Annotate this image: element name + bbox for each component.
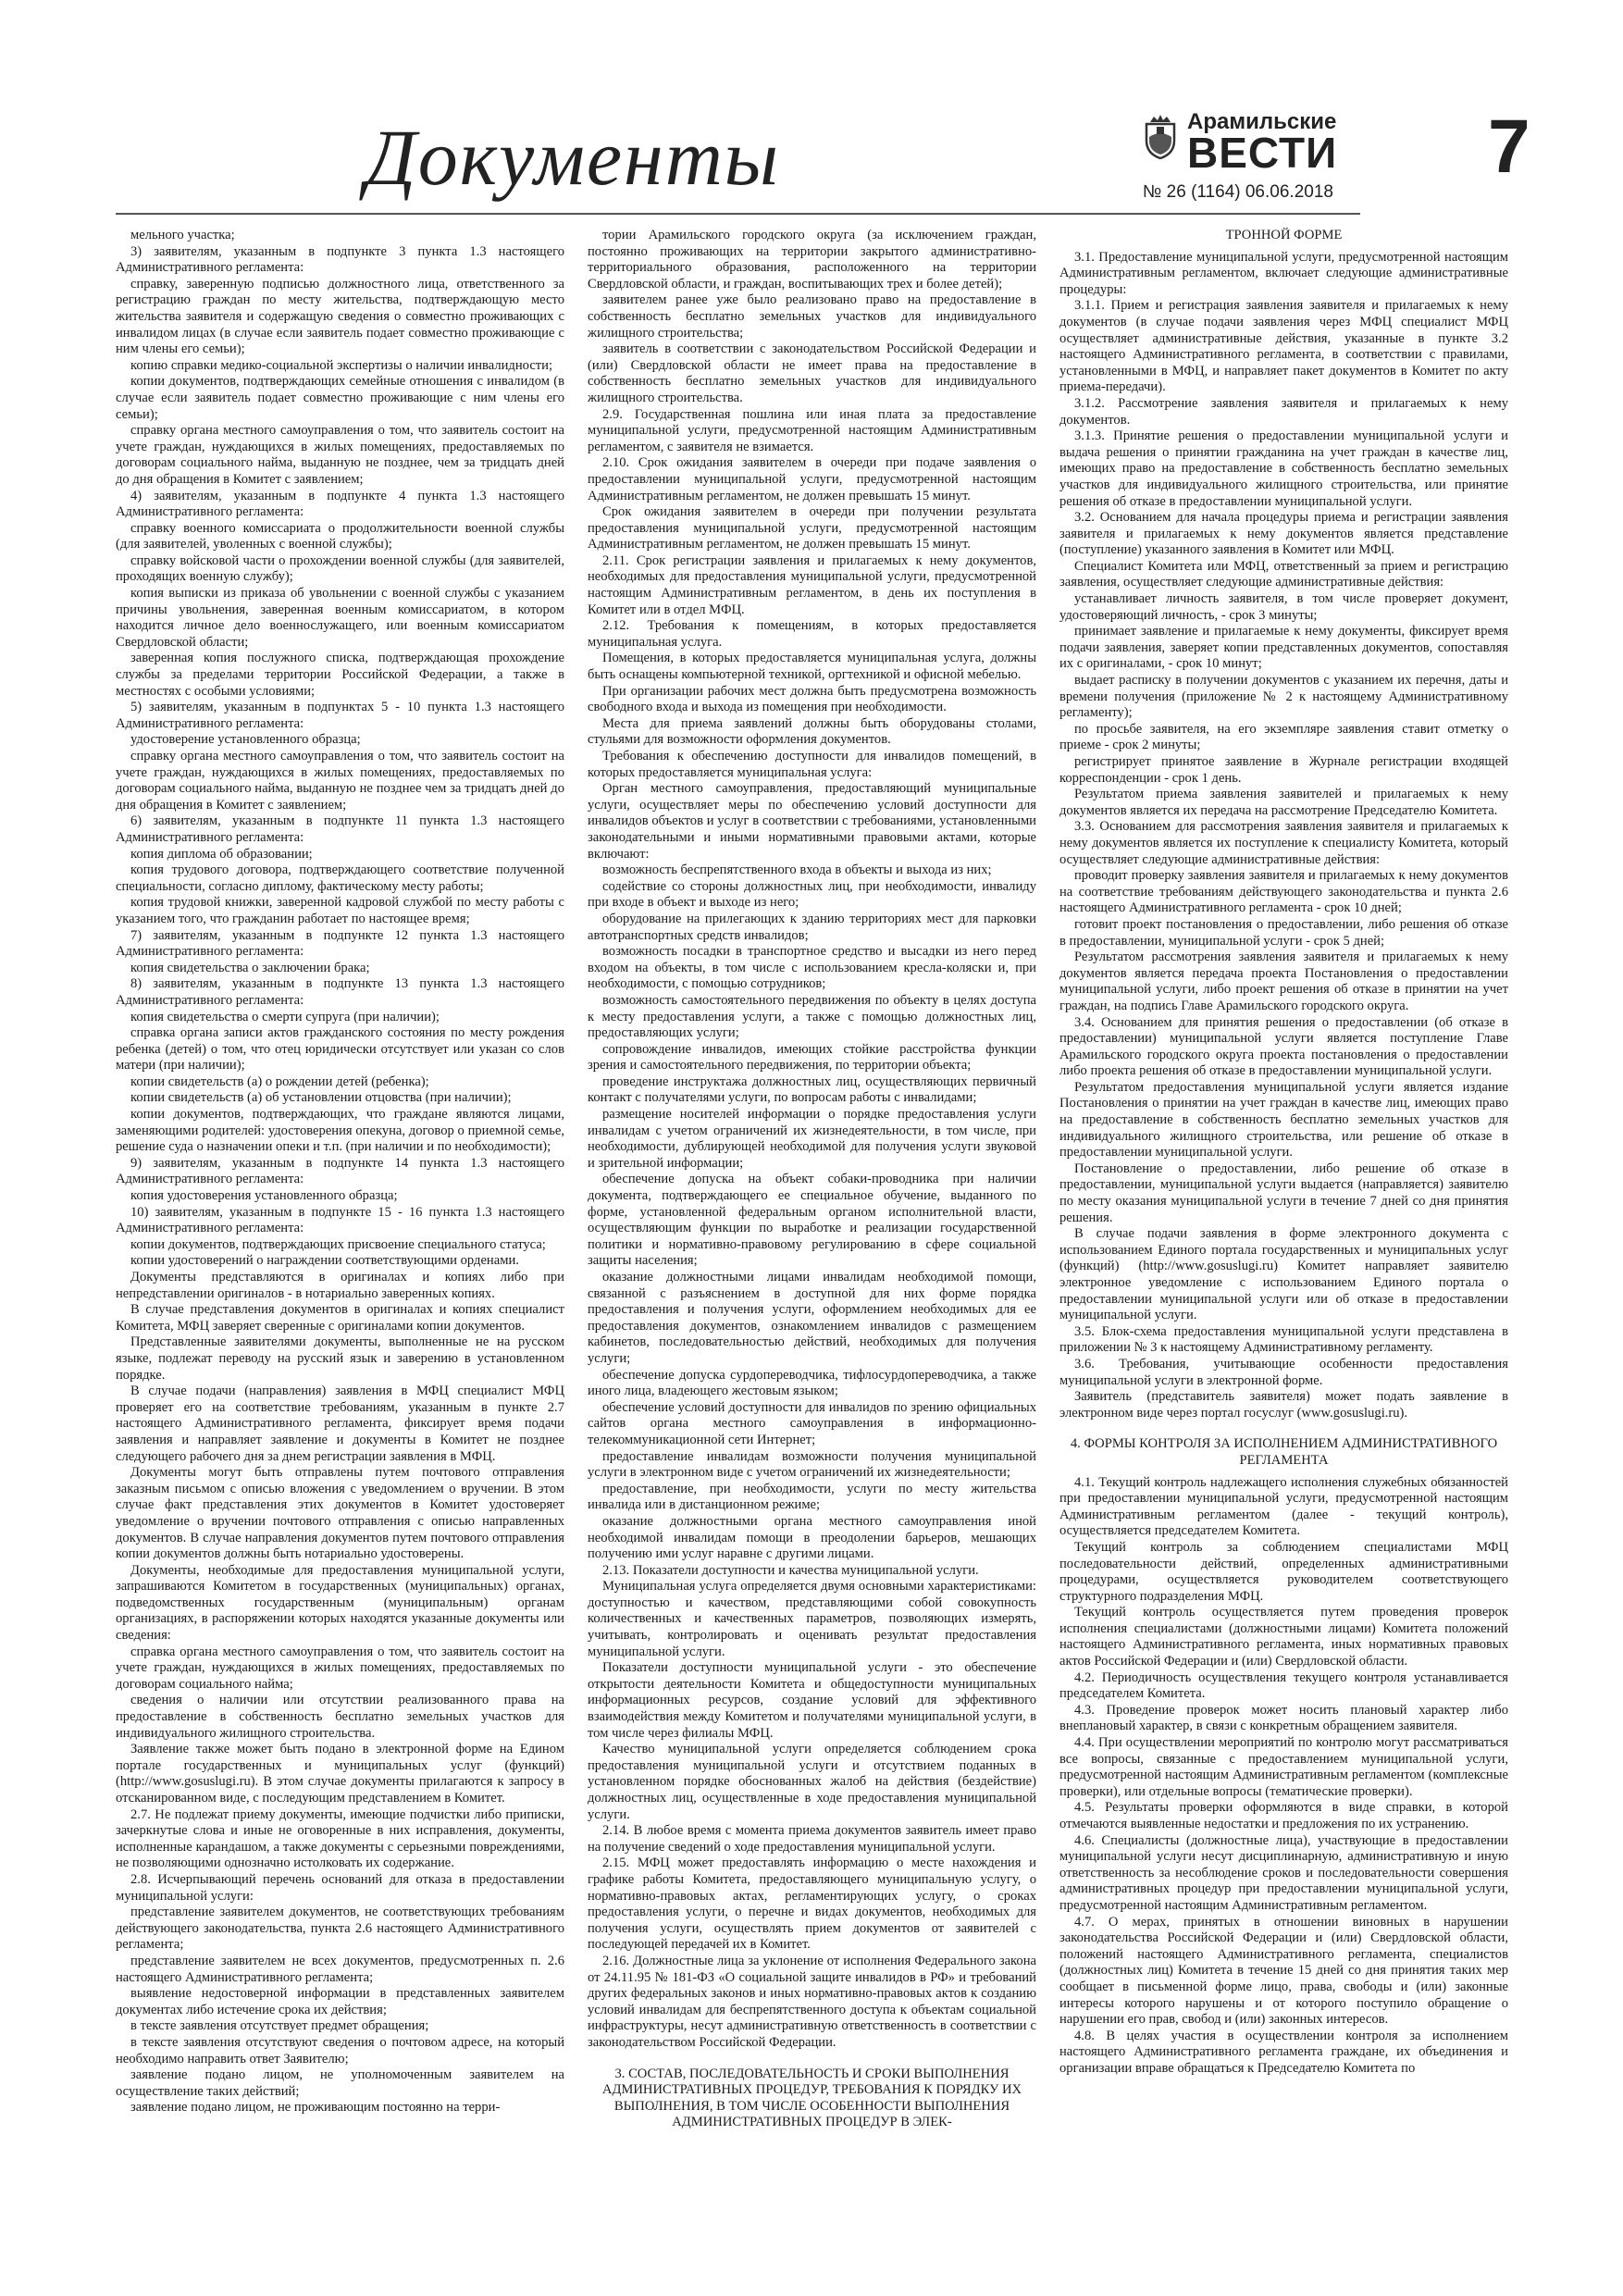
paragraph: оборудование на прилегающих к зданию территориях мест для парковки автотранспортных средств инвалидов; (588, 911, 1036, 943)
paragraph: Требования к обеспечению доступности для инвалидов помещений, в которых предоставляется муниципальная услуга: (588, 749, 1036, 780)
paragraph: копия выписки из приказа об увольнении с военной службы с указанием причины увольнения, заверенная военным комиссариатом, в котором находится личное дело военнослужащего, или военным комиссариатом Свердловской области; (116, 586, 564, 650)
paragraph: 3.5. Блок-схема предоставления муниципальной услуги представлена в приложении № 3 к настоящему Административному регламенту. (1059, 1323, 1508, 1356)
paragraph: представление заявителем документов, не соответствующих требованиям действующего законодательства, пункта 2.6 настоящего Административного регламента; (116, 1905, 564, 1953)
paragraph: возможность посадки в транспортное средство и высадки из него перед входом на объекты, в том числе с использованием кресла-коляски и, при необходимости, с помощью сотрудников; (588, 944, 1036, 992)
paragraph: обеспечение допуска сурдопереводчика, тифлосурдопереводчика, а также иного лица, владеющего жестовым языком; (588, 1367, 1036, 1399)
paragraph: по просьбе заявителя, на его экземпляре заявления ставит отметку о приеме - срок 2 минуты; (1059, 721, 1508, 753)
text-column-2 (588, 228, 1036, 2282)
paragraph: копия свидетельства о смерти супруга (при наличии); (130, 1009, 440, 1024)
paragraph: устанавливает личность заявителя, в том числе проверяет документ, удостоверяющий личность, - срок 3 минуты; (1059, 591, 1508, 623)
paragraph: Документы, необходимые для предоставления муниципальной услуги, запрашиваются Комитетом в государственных (муниципальных) органах, подведомственных государственным (муниципальным) органам организациях, в распоряжении которых находятся указанные документы или сведения: (116, 1562, 564, 1644)
paragraph: 3.4. Основанием для принятия решения о предоставлении (об отказе в предоставлении) муниципальной услуги является поступление Главе Арамильского городского округа проекта постановления о предоставлении либо проекта решения об отказе в предоставлении муниципальной услуги. (1059, 1014, 1508, 1079)
paragraph: 2.16. Должностные лица за уклонение от исполнения Федерального закона от 24.11.95 № 181-ФЗ «О социальной защите инвалидов в РФ» и требований других федеральных законов и иных нормативно-правовых актов к созданию условий инвалидам для беспрепятственного доступа к объектам социальной инфраструктуры, несут административную ответственность в соответствии с законодательством Российской Федерации. (588, 1953, 1036, 2050)
paragraph: Орган местного самоуправления, предоставляющий муниципальные услуги, осуществляет меры по обеспечению условий доступности для инвалидов объектов и услуг в соответствии с требованиями, установленными законодательными и иными нормативными правовыми актами, которые включают: (588, 781, 1036, 862)
paragraph: Постановление о предоставлении, либо решение об отказе в предоставлении, муниципальной услуги выдается (направляется) заявителю по месту оказания муниципальной услуги в течение 7 дней со дня принятия решения. (1059, 1160, 1508, 1225)
paragraph: 4) заявителям, указанным в подпункте 4 пункта 1.3 настоящего Административного регламента: (116, 488, 564, 520)
paragraph: Текущий контроль осуществляется путем проведения проверок исполнения специалистами (должностными лицами) Комитета положений настоящего Административного регламента, иных нормативных правовых актов Российской Федерации и (или) Свердловской области. (1059, 1605, 1508, 1669)
paragraph: копии документов, подтверждающих присвоение специального статуса; (130, 1236, 546, 1252)
paragraph: сведения о наличии или отсутствии реализованного права на предоставление в собственность бесплатно земельных участков для индивидуального жилищного строительства. (116, 1693, 564, 1741)
paragraph: возможность беспрепятственного входа в объекты и выхода из них; (602, 863, 992, 878)
paragraph: заявитель в соответствии с законодательством Российской Федерации и (или) Свердловской области не имеет права на предоставление в собственность бесплатно земельных участков для индивидуального жилищного строительства. (588, 341, 1036, 405)
paragraph: 3.6. Требования, учитывающие особенности предоставления муниципальной услуги в электронной форме. (1059, 1356, 1508, 1388)
paragraph: Качество муниципальной услуги определяется соблюдением срока предоставления муниципальной услуги и отсутствием поданных в установленном порядке обоснованных жалоб на действия (бездействие) должностных лиц, осуществленные в ходе предоставления муниципальной услуги. (588, 1742, 1036, 1822)
paragraph: в тексте заявления отсутствуют сведения о почтовом адресе, на который необходимо направить ответ Заявителю; (116, 2034, 564, 2066)
paragraph: Места для приема заявлений должны быть оборудованы столами, стульями для возможности оформления документов. (588, 715, 1036, 748)
paragraph: справку, заверенную подписью должностного лица, ответственного за регистрацию граждан по месту жительства, подтверждающую место жительства заявителя и содержащую сведения о совместно проживающих с инвалидом лицах (в случае если заявитель подает совместно проживающие с ним члены его семьи); (116, 276, 564, 357)
paragraph: заявителем ранее уже было реализовано право на предоставление в собственность бесплатно земельных участков для индивидуального жилищного строительства; (588, 292, 1036, 341)
paragraph: 2.13. Показатели доступности и качества муниципальной услуги. (602, 1562, 979, 1578)
newspaper-logo (1143, 109, 1356, 177)
section-heading: 3. СОСТАВ, ПОСЛЕДОВАТЕЛЬНОСТЬ И СРОКИ ВЫПОЛНЕНИЯ АДМИНИСТРАТИВНЫХ ПРОЦЕДУР, ТРЕБОВАНИЯ К ПОРЯДКУ ИХ ВЫПОЛНЕНИЯ, В ТОМ ЧИСЛЕ ОСОБЕННОСТИ ВЫПОЛНЕНИЯ АДМИНИСТРАТИВНЫХ ПРОЦЕДУР В ЭЛЕК- (601, 2066, 1022, 2130)
paragraph: 4.1. Текущий контроль надлежащего исполнения служебных обязанностей при предоставлении муниципальной услуги, предусмотренной настоящим Административным регламентом (далее - текущий контроль), осуществляется председателем Комитета. (1059, 1474, 1508, 1539)
paragraph: Результатом рассмотрения заявления заявителя и прилагаемых к нему документов является передача проекта Постановления о предоставлении муниципальной услуги, либо проект решения об отказе в принятии на учет граждан, на подпись Главе Арамильского городского округа. (1059, 949, 1508, 1013)
brand-main-text: ВЕСТИ (1187, 129, 1338, 177)
paragraph: обеспечение условий доступности для инвалидов по зрению официальных сайтов органа местного самоуправления в информационно-телекоммуникационной сети Интернет; (588, 1399, 1036, 1447)
paragraph: 4.2. Периодичность осуществления текущего контроля устанавливается председателем Комитета. (1059, 1669, 1508, 1702)
paragraph: справку органа местного самоуправления о том, что заявитель состоит на учете граждан, нуждающихся в жилых помещениях, предоставляемых по договорам социального найма, выданную не позднее чем за тридцать дней до дня обращения в Комитет с заявлением; (116, 749, 564, 813)
section-heading: ТРОННОЙ ФОРМЕ (1225, 228, 1343, 242)
section-heading: 4. ФОРМЫ КОНТРОЛЯ ЗА ИСПОЛНЕНИЕМ АДМИНИСТРАТИВНОГО РЕГЛАМЕНТА (1070, 1436, 1498, 1468)
paragraph: 10) заявителям, указанным в подпункте 15 - 16 пункта 1.3 настоящего Административного регламента: (116, 1204, 564, 1236)
paragraph: 3) заявителям, указанным в подпункте 3 пункта 1.3 настоящего Административного регламента: (116, 243, 564, 276)
paragraph: 2.8. Исчерпывающий перечень оснований для отказа в предоставлении муниципальной услуги: (116, 1871, 564, 1904)
paragraph: 4.3. Проведение проверок может носить плановый характер либо внеплановый характер, в связи с конкретным обращением заявителя. (1059, 1702, 1508, 1734)
paragraph: копии свидетельств (а) о рождении детей (ребенка); (130, 1074, 429, 1089)
paragraph: Заявитель (представитель заявителя) может подать заявление в электронном виде через портал госуслуг (www.gosuslugi.ru). (1059, 1389, 1508, 1421)
paragraph: 3.1.1. Прием и регистрация заявления заявителя и прилагаемых к нему документов (в случае подачи заявления через МФЦ специалист МФЦ осуществляет административные действия, указанные в пункте 3.2 настоящего Административного регламента, в соответствии с правилами, установленными в МФЦ, и направляет пакет документов в Комитет по акту приема-передачи). (1059, 298, 1508, 395)
paragraph: 9) заявителям, указанным в подпункте 14 пункта 1.3 настоящего Административного регламента: (116, 1155, 564, 1187)
paragraph: представление заявителем не всех документов, предусмотренных п. 2.6 настоящего Административного регламента; (116, 1953, 564, 1985)
paragraph: 6) заявителям, указанным в подпункте 11 пункта 1.3 настоящего Административного регламента: (116, 813, 564, 845)
paragraph: Результатом предоставления муниципальной услуги является издание Постановления о принятии на учет граждан в качестве лиц, имеющих право на предоставление в собственность бесплатно земельных участков для индивидуального жилищного строительства, или решение об отказе в предоставлении муниципальной услуги. (1059, 1079, 1508, 1160)
paragraph: 3.1.3. Принятие решения о предоставлении муниципальной услуги и выдача решения о принятии гражданина на учет граждан в качестве лиц, имеющих право на предоставление в собственность бесплатно земельных участков для индивидуального жилищного строительства, или принятие решения об отказе в предоставлении муниципальной услуги. (1059, 428, 1508, 509)
paragraph: копии документов, подтверждающих семейные отношения с инвалидом (в случае если заявитель подает совместно проживающие с ним члены его семьи); (116, 374, 564, 422)
paragraph: заявление подано лицом, не уполномоченным заявителем на осуществление таких действий; (116, 2067, 564, 2099)
paragraph: Специалист Комитета или МФЦ, ответственный за прием и регистрацию заявления, осуществляет следующие административные действия: (1059, 558, 1508, 590)
header-rule (116, 213, 1360, 215)
paragraph: принимает заявление и прилагаемые к нему документы, фиксирует время подачи заявления, заверяет копии представленных документов, сопоставляя их с оригиналами, - срок 10 минут; (1059, 624, 1508, 672)
paragraph: Муниципальная услуга определяется двумя основными характеристиками: доступностью и качеством, представляющими собой совокупность количественных и качественных параметров, позволяющих измерять, учитывать, контролировать и оценивать результат предоставления муниципальной услуги. (588, 1579, 1036, 1659)
paragraph: тории Арамильского городского округа (за исключением граждан, постоянно проживающих на территории закрытого административно-территориального образования, расположенного на территории Свердловской области, и граждан, воспитывающих трех и более детей); (588, 228, 1036, 292)
paragraph: 8) заявителям, указанным в подпункте 13 пункта 1.3 настоящего Административного регламента: (116, 976, 564, 1008)
text-column-3 (1059, 228, 1508, 2282)
paragraph: Заявление также может быть подано в электронной форме на Едином портале государственных и муниципальных услуг (функций) (http://www.gosuslugi.ru). В этом случае документы прилагаются к запросу в отсканированном виде, с последующим представлением в Комитет. (116, 1742, 564, 1806)
paragraph: копия трудового договора, подтверждающего соответствие полученной специальности, согласно диплому, фактическому месту работы; (116, 863, 564, 894)
paragraph: проводит проверку заявления заявителя и прилагаемых к нему документов на соответствие требованиям действующего законодательства и пункта 2.6 настоящего Административного регламента - срок 10 дней; (1059, 868, 1508, 916)
paragraph: Помещения, в которых предоставляется муниципальная услуга, должны быть оснащены компьютерной техникой, оргтехникой и офисной мебелью. (588, 651, 1036, 683)
paragraph: сопровождение инвалидов, имеющих стойкие расстройства функции зрения и самостоятельного передвижения, по территории объекта; (588, 1041, 1036, 1074)
paragraph: Срок ожидания заявителем в очереди при получении результата предоставления муниципальной услуги, предусмотренной настоящим Административным регламентом, не должен превышать 15 минут. (588, 504, 1036, 552)
paragraph: 4.4. При осуществлении мероприятий по контролю могут рассматриваться все вопросы, связанные с предоставлением муниципальной услуги, предусмотренной настоящим Административным регламентом (комплексные проверки), или отдельные вопросы (тематические проверки). (1059, 1735, 1508, 1799)
paragraph: Документы могут быть отправлены путем почтового отправления заказным письмом с описью вложения с уведомлением о вручении. В этом случае факт представления этих документов в Комитет удостоверяет уведомление о вручении почтового отправления с описью направленных документов. В случае направления документов путем почтового отправления копии документов должны быть нотариально удостоверены. (116, 1465, 564, 1562)
paragraph: копии свидетельств (а) об установлении отцовства (при наличии); (130, 1090, 512, 1106)
paragraph: выдает расписку в получении документов с указанием их перечня, даты и времени получения (приложение № 2 к настоящему Административному регламенту); (1059, 673, 1508, 721)
coat-of-arms-icon (1143, 113, 1178, 159)
paragraph: справку военного комиссариата о продолжительности военной службы (для заявителей, уволенных с военной службы); (116, 520, 564, 552)
paragraph: копия удостоверения установленного образца; (130, 1188, 398, 1204)
paragraph: Показатели доступности муниципальной услуги - это обеспечение открытости деятельности Комитета и общедоступности муниципальных информационных ресурсов, создание условий для эффективного взаимодействия между Комитетом и получателями муниципальной услуги, в том числе через филиалы МФЦ. (588, 1660, 1036, 1741)
paragraph: в тексте заявления отсутствует предмет обращения; (130, 2018, 429, 2034)
paragraph: 4.8. В целях участия в осуществлении контроля за исполнением настоящего Административного регламента граждане, их объединения и организации вправе обращаться к Председателю Комитета по (1059, 2028, 1508, 2076)
paragraph: 2.14. В любое время с момента приема документов заявитель имеет право на получение сведений о ходе предоставления муниципальной услуги. (588, 1823, 1036, 1855)
paragraph: 4.7. О мерах, принятых в отношении виновных в нарушении законодательства Российской Федерации и (или) Свердловской области, положений настоящего Административного регламента, специалистов (должностных лиц) Комитета в течение 15 дней со дня принятия таких мер сообщает в письменной форме лицо, права, свободы и (или) законные интересы которого нарушены и от которого поступило обращение о нарушении его прав, свобод и (или) законных интересов. (1059, 1914, 1508, 2028)
paragraph: 2.7. Не подлежат приему документы, имеющие подчистки либо приписки, зачеркнутые слова и иные не оговоренные в них исправления, документы, исполненные карандашом, а также документы с серьезными повреждениями, не позволяющими однозначно истолковать их содержание. (116, 1806, 564, 1871)
issue-number: № 26 (1164) 06.06.2018 (1143, 182, 1333, 202)
paragraph: мельного участка; (130, 228, 235, 242)
paragraph: 2.11. Срок регистрации заявления и прилагаемых к нему документов, необходимых для предоставления муниципальной услуги, предусмотренной настоящим Административным регламентом, в день их поступления в Комитет или в отдел МФЦ. (588, 552, 1036, 617)
paragraph: Текущий контроль за соблюдением специалистами МФЦ последовательности действий, определенных административными процедурами, осуществляется руководителем соответствующего структурного подразделения МФЦ. (1059, 1539, 1508, 1604)
paragraph: В случае подачи заявления в форме электронного документа с использованием Единого портала государственных и муниципальных услуг (функций) (http://www.gosuslugi.ru) Комитет направляет заявителю электронное уведомление с использованием Единого портала о предоставлении муниципальной услуги или об отказе в предоставлении муниципальной услуги. (1059, 1226, 1508, 1323)
paragraph: 7) заявителям, указанным в подпункте 12 пункта 1.3 настоящего Административного регламента: (116, 927, 564, 960)
paragraph: 5) заявителям, указанным в подпунктах 5 - 10 пункта 1.3 настоящего Административного регламента: (116, 700, 564, 731)
paragraph: Документы представляются в оригиналах и копиях либо при непредставлении оригиналов - в нотариально заверенных копиях. (116, 1270, 564, 1301)
brand-top-text: Арамильские (1187, 109, 1337, 134)
paragraph: размещение носителей информации о порядке предоставления услуги инвалидам с учетом ограничений их жизнедеятельности, в том числе, при необходимости, дублирующей необходимой для получения услуги звуковой и зрительной информации; (588, 1107, 1036, 1171)
paragraph: предоставление, при необходимости, услуги по месту жительства инвалида или в дистанционном режиме; (588, 1481, 1036, 1513)
section-title: Документы (365, 113, 781, 202)
paragraph: заявление подано лицом, не проживающим постоянно на терри- (130, 2100, 501, 2116)
paragraph: копия свидетельства о заключении брака; (130, 960, 370, 975)
paragraph: Представленные заявителями документы, выполненные не на русском языке, подлежат переводу на русский язык и заверению в установленном порядке. (116, 1334, 564, 1383)
paragraph: заверенная копия послужного списка, подтверждающая прохождение службы за пределами территории Российской Федерации, а также в местностях с особыми условиями; (116, 651, 564, 699)
paragraph: регистрирует принятое заявление в Журнале регистрации входящей корреспонденции - срок 1 день. (1059, 754, 1508, 786)
paragraph: оказание должностными органа местного самоуправления иной необходимой инвалидам помощи в преодолении барьеров, мешающих получению ими услуг наравне с другими лицами. (588, 1513, 1036, 1562)
paragraph: 3.3. Основанием для рассмотрения заявления заявителя и прилагаемых к нему документов является их поступление к специалисту Комитета, который осуществляет следующие административные действия: (1059, 819, 1508, 867)
paragraph: оказание должностными лицами инвалидам необходимой помощи, связанной с разъяснением в доступной для них форме порядка предоставления и получения услуги, оформлением необходимых для ее предоставления документов, ознакомлением инвалидов с размещением кабинетов, последовательностью действий, необходимых для получения услуги; (588, 1270, 1036, 1366)
paragraph: справку войсковой части о прохождении военной службы (для заявителей, проходящих военную службу); (116, 552, 564, 585)
paragraph: 2.15. МФЦ может предоставлять информацию о месте нахождения и графике работы Комитета, предоставляющего муниципальную услугу, о нормативно-правовых актах, регламентирующих услугу, о сроках предоставления услуги, о перечне и видах документов, необходимых для получения услуги, осуществлять прием документов от заявителей с последующей передачей их в Комитет. (588, 1855, 1036, 1953)
paragraph: выявление недостоверной информации в представленных заявителем документах либо истечение срока их действия; (116, 1986, 564, 2017)
paragraph: 3.1. Предоставление муниципальной услуги, предусмотренной настоящим Административным регламентом, включает следующие административные процедуры: (1059, 249, 1508, 297)
paragraph: справка органа записи актов гражданского состояния по месту рождения ребенка (детей) о том, что отец юридически отсутствует или указан со слов матери (при наличии); (116, 1025, 564, 1074)
paragraph: проведение инструктажа должностных лиц, осуществляющих первичный контакт с получателями услуги, по вопросам работы с инвалидами; (588, 1074, 1036, 1106)
paragraph: содействие со стороны должностных лиц, при необходимости, инвалиду при входе в объект и выходе из него; (588, 878, 1036, 911)
paragraph: возможность самостоятельного передвижения по объекту в целях доступа к месту предоставления услуги, а также с помощью должностных лиц, предоставляющих услуги; (588, 992, 1036, 1041)
paragraph: справка органа местного самоуправления о том, что заявитель состоит на учете граждан, нуждающихся в жилых помещениях, предоставляемых по договорам социального найма; (116, 1644, 564, 1692)
text-column-1 (116, 228, 564, 2282)
paragraph: справку органа местного самоуправления о том, что заявитель состоит на учете граждан, нуждающихся в жилых помещениях, предоставляемых по договорам социального найма, выданную не позднее, чем за тридцать дней до дня обращения в Комитет с заявлением; (116, 423, 564, 487)
paragraph: При организации рабочих мест должна быть предусмотрена возможность свободного входа и выхода из помещения при необходимости. (588, 683, 1036, 715)
paragraph: Результатом приема заявления заявителей и прилагаемых к нему документов является их передача на рассмотрение Председателю Комитета. (1059, 787, 1508, 818)
paragraph: 2.12. Требования к помещениям, в которых предоставляется муниципальная услуга. (588, 618, 1036, 650)
paragraph: В случае представления документов в оригиналах и копиях специалист Комитета, МФЦ заверяет сверенные с оригиналами копии документов. (116, 1302, 564, 1334)
paragraph: копии документов, подтверждающих, что граждане являются лицами, заменяющими родителей: удостоверения опекуна, договор о приемной семье, решение суда о назначении опеки и т.п. (при наличии и по необходимости); (116, 1107, 564, 1155)
paragraph: 2.9. Государственная пошлина или иная плата за предоставление муниципальной услуги, предусмотренной настоящим Административным регламентом, с заявителя не взимается. (588, 406, 1036, 454)
paragraph: удостоверение установленного образца; (130, 732, 361, 748)
paragraph: копии удостоверений о награждении соответствующими орденами. (130, 1253, 519, 1269)
page-number: 7 (1488, 105, 1530, 189)
paragraph: 3.1.2. Рассмотрение заявления заявителя и прилагаемых к нему документов. (1059, 395, 1508, 428)
paragraph: копия трудовой книжки, заверенной кадровой службой по месту работы с указанием того, что гражданин работает по настоящее время; (116, 895, 564, 926)
paragraph: В случае подачи (направления) заявления в МФЦ специалист МФЦ проверяет его на соответствие требованиям, указанным в пункте 2.7 настоящего Административного регламента, фиксирует время подачи заявления и направляет заявление и документы в Комитет не позднее следующего рабочего дня за днем регистрации заявления в МФЦ. (116, 1384, 564, 1464)
paragraph: 3.2. Основанием для начала процедуры приема и регистрации заявления заявителя и прилагаемых к нему документов является представление (поступление) указанного заявления в Комитет или МФЦ. (1059, 510, 1508, 558)
paragraph: копию справки медико-социальной экспертизы о наличии инвалидности; (130, 357, 553, 373)
paragraph: 2.10. Срок ожидания заявителем в очереди при подаче заявления о предоставлении муниципальной услуги, предусмотренной настоящим Административным регламентом, не должен превышать 15 минут. (588, 455, 1036, 503)
paragraph: предоставление инвалидам возможности получения муниципальной услуги в электронном виде с учетом ограничений их жизнедеятельности; (588, 1448, 1036, 1481)
paragraph: копия диплома об образовании; (130, 846, 313, 862)
paragraph: 4.6. Специалисты (должностные лица), участвующие в предоставлении муниципальной услуги несут дисциплинарную, административную и иную ответственность за несоблюдение сроков и последовательности совершения административных процедур при предоставлении муниципальной услуги, предусмотренной настоящим Административным регламентом. (1059, 1832, 1508, 1913)
paragraph: 4.5. Результаты проверки оформляются в виде справки, в которой отмечаются выявленные недостатки и предложения по их устранению. (1059, 1800, 1508, 1831)
paragraph: обеспечение допуска на объект собаки-проводника при наличии документа, подтверждающего ее специальное обучение, выданного по форме, установленной федеральным органом исполнительной власти, осуществляющим функции по выработке и реализации государственной политики и нормативно-правовому регулированию в сфере социальной защиты населения; (588, 1172, 1036, 1269)
paragraph: готовит проект постановления о предоставлении, либо решения об отказе в предоставлении, муниципальной услуги - срок 5 дней; (1059, 916, 1508, 949)
